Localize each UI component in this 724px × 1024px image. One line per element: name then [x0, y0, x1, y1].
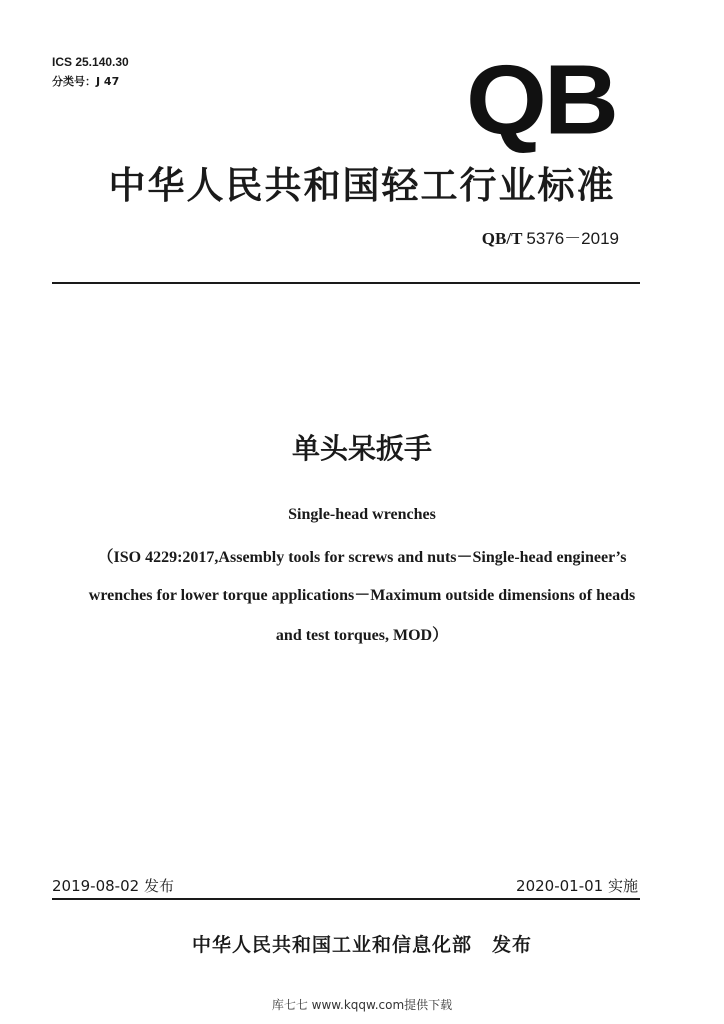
classification-code: 分类号：J 47 — [52, 75, 120, 88]
document-title-en: Single-head wrenches — [288, 506, 436, 523]
iso-reference-line-1: （ISO 4229:2017,Assembly tools for screws and nuts－Single-head engineer’s — [97, 549, 627, 566]
standard-number-value: 5376－2019 — [526, 229, 619, 248]
qb-logo: QB — [466, 44, 616, 156]
standard-code: QB/T — [481, 229, 523, 248]
download-footer: 库七七 www.kqqw.com提供下载 — [271, 998, 453, 1012]
document-title-cn: 单头呆扳手 — [291, 432, 432, 465]
top-divider — [52, 282, 640, 284]
publish-date: 2019-08-02 发布 — [52, 877, 174, 895]
bottom-divider — [52, 898, 640, 900]
standard-title: 中华人民共和国轻工行业标准 — [108, 164, 616, 207]
iso-reference-line-3: and test torques, MOD） — [275, 627, 449, 644]
issuing-authority: 中华人民共和国工业和信息化部 发布 — [191, 934, 532, 956]
iso-reference-line-2: wrenches for lower torque applications－Maximum outside dimensions of heads — [88, 587, 636, 604]
ics-code: ICS 25.140.30 — [52, 55, 129, 69]
implement-date: 2020-01-01 实施 — [516, 877, 638, 895]
standard-number — [482, 224, 619, 249]
